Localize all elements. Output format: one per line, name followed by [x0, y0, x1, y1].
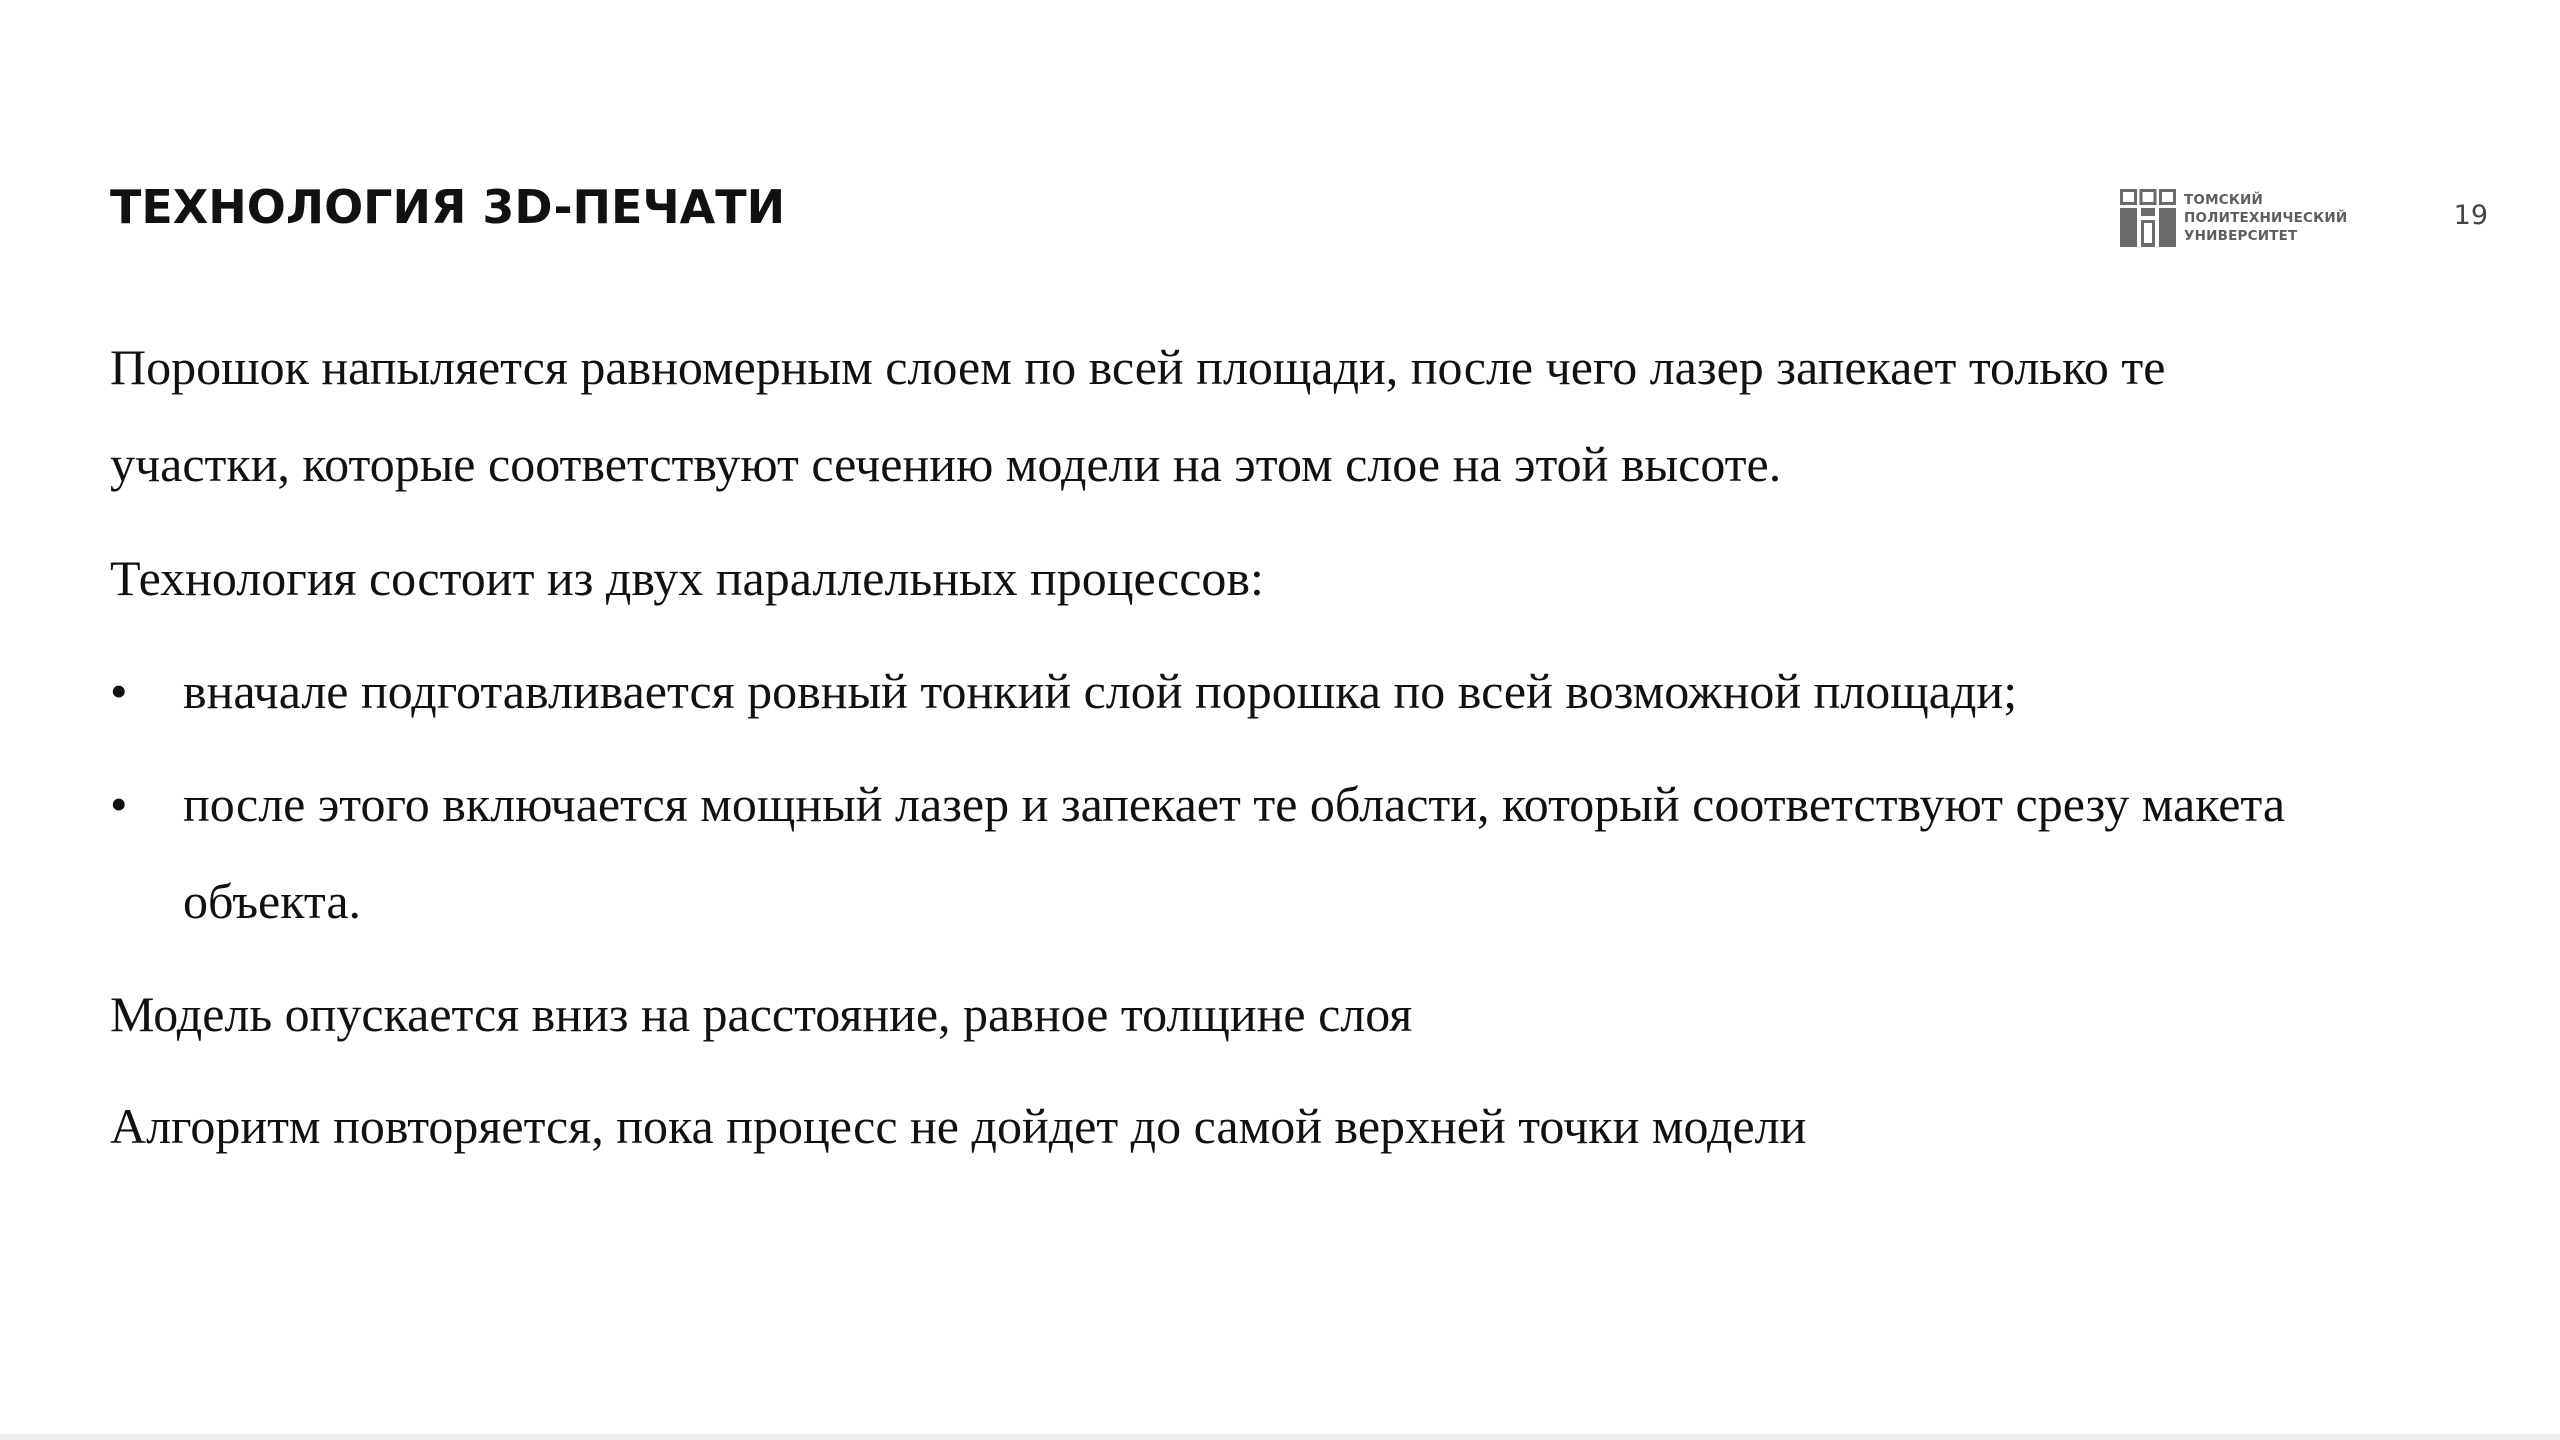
process-intro-paragraph: Технология состоит из двух параллельных процессов: — [110, 550, 1264, 606]
bullet-marker: • — [110, 663, 128, 719]
university-logo — [2120, 189, 2347, 247]
logo-text — [2184, 191, 2347, 245]
intro-paragraph-line-1: Порошок напыляется равномерным слоем по всей площади, после чего лазер запекает только те — [110, 339, 2166, 395]
bullet-item-2-line-1: после этого включается мощный лазер и запекает те области, который соответствуют срезу макета — [183, 776, 2286, 832]
logo-line-2: ПОЛИТЕХНИЧЕСКИЙ — [2184, 210, 2348, 226]
slide-title: ТЕХНОЛОГИЯ 3D-ПЕЧАТИ — [110, 180, 786, 234]
tpu-logo-icon — [2120, 189, 2176, 247]
logo-line-3: УНИВЕРСИТЕТ — [2184, 228, 2298, 244]
bullet-item-2-line-2: объекта. — [183, 873, 362, 929]
logo-line-1: ТОМСКИЙ — [2184, 192, 2264, 208]
algorithm-repeats-paragraph: Алгоритм повторяется, пока процесс не дойдет до самой верхней точки модели — [110, 1098, 1807, 1154]
bottom-divider — [0, 1434, 2560, 1440]
model-lowered-paragraph: Модель опускается вниз на расстояние, равное толщине слоя — [110, 986, 1413, 1042]
bullet-item-1: вначале подготавливается ровный тонкий слой порошка по всей возможной площади; — [183, 663, 2018, 719]
page-number: 19 — [2453, 200, 2488, 231]
bullet-marker: • — [110, 776, 128, 832]
intro-paragraph-line-2: участки, которые соответствуют сечению модели на этом слое на этой высоте. — [110, 436, 1782, 492]
